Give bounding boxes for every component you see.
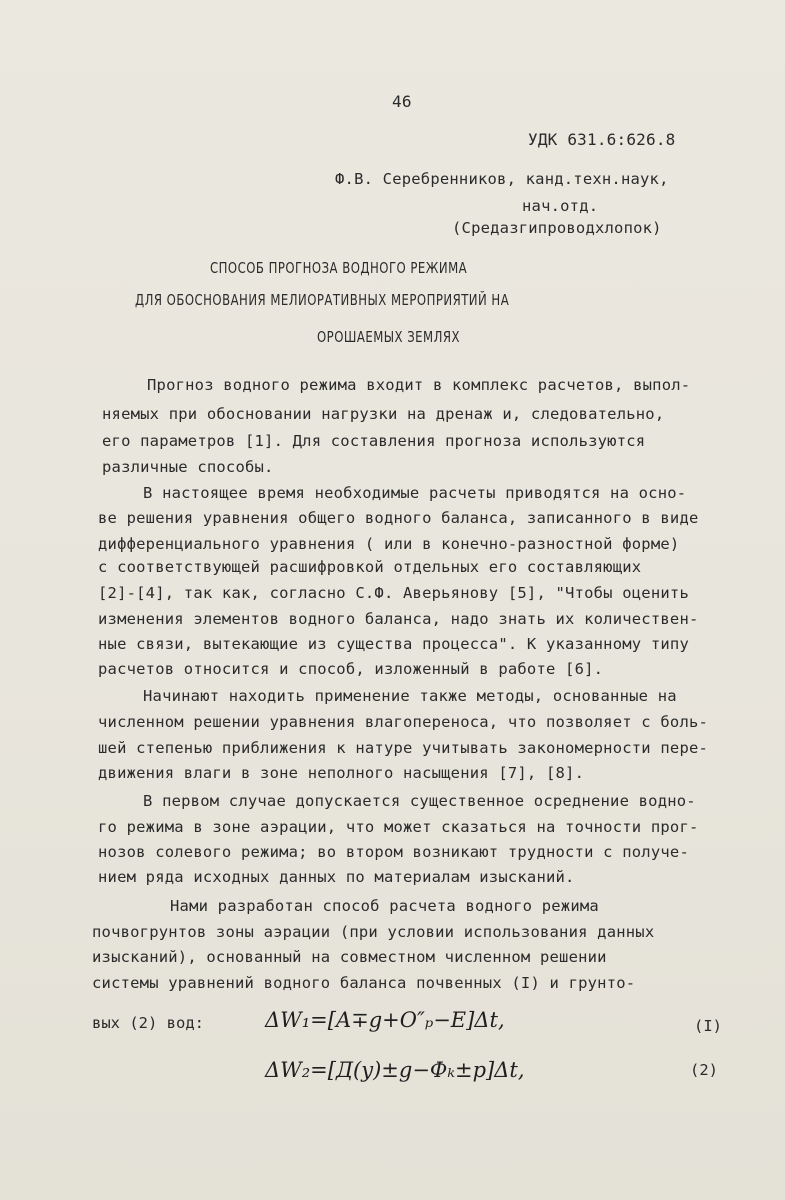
equation-2-number: (2) [690,1061,718,1079]
body-line: [2]-[4], так как, согласно С.Ф. Аверьянову [5], "Чтобы оценить [98,584,689,602]
body-line: различные способы. [102,458,274,476]
body-line: расчетов относится и способ, изложенный в работе [6]. [98,660,604,678]
body-line: го режима в зоне аэрации, что может сказаться на точности прог- [98,818,699,836]
body-line: изменения элементов водного баланса, надо знать их количествен- [98,610,699,628]
body-line: нозов солевого режима; во втором возникают трудности с получе- [98,843,689,861]
body-line: почвогрунтов зоны аэрации (при условии использования данных [92,923,655,941]
author-position-line: нач.отд. [522,197,599,215]
body-line: ные связи, вытекающие из существа процесса". К указанному типу [98,635,689,653]
body-line: В первом случае допускается существенное осреднение водно- [143,792,696,810]
author-organization-line: (Средазгипроводхлопок) [452,219,662,237]
body-line: няемых при обосновании нагрузки на дренаж и, следовательно, [102,405,665,423]
title-line-3: ОРОШАЕМЫХ ЗЕМЛЯХ [317,328,460,346]
body-line: системы уравнений водного баланса почвенных (I) и грунто- [92,974,636,992]
body-line: ве решения уравнения общего водного баланса, записанного в виде [98,509,699,527]
equation-lead-text: вых (2) вод: [92,1014,204,1032]
body-line: Прогноз водного режима входит в комплекс расчетов, выпол- [147,376,691,394]
body-line: изысканий), основанный на совместном численном решении [92,948,607,966]
equation-2: ΔW₂=[Д(y)±g−Фₖ±p]Δt, [265,1058,525,1082]
body-line: шей степенью приближения к натуре учитывать закономерности пере- [98,739,709,757]
body-line: его параметров [1]. Для составления прогноза используются [102,432,646,450]
body-line: нием ряда исходных данных по материалам изысканий. [98,868,575,886]
title-line-2: ДЛЯ ОБОСНОВАНИЯ МЕЛИОРАТИВНЫХ МЕРОПРИЯТИЙ НА [135,291,510,309]
body-line: Нами разработан способ расчета водного режима [170,897,599,915]
udk-code: УДК 631.6:626.8 [528,130,676,149]
body-line: численном решении уравнения влагопереноса, что позволяет с боль- [98,713,709,731]
equation-1: ΔW₁=[A∓g+O″ₚ−E]Δt, [265,1008,505,1032]
body-line: Начинают находить применение также методы, основанные на [143,687,677,705]
equation-1-number: (I) [694,1017,722,1035]
title-line-1: СПОСОБ ПРОГНОЗА ВОДНОГО РЕЖИМА [210,259,468,277]
author-name-line: Ф.В. Серебренников, канд.техн.наук, [335,170,669,188]
body-line: с соответствующей расшифровкой отдельных его составляющих [98,558,642,576]
body-line: В настоящее время необходимые расчеты приводятся на осно- [143,484,687,502]
page-number: 46 [392,92,412,111]
body-line: движения влаги в зоне неполного насыщения [7], [8]. [98,764,585,782]
body-line: дифференциального уравнения ( или в конечно-разностной форме) [98,535,680,553]
